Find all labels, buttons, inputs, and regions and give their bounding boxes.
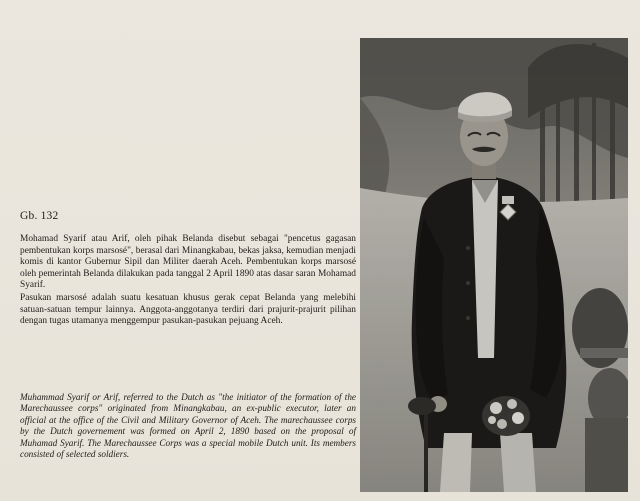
caption-indonesian-para-2: Pasukan marsosé adalah suatu kesatuan khusus gerak cepat Belanda yang melebihi satuan-satuan tempur lainnya. Anggota-anggotanya terdiri dari prajurit-prajurit pilihan dengan tugas utamanya menggempur pasukan-pasukan pejuang Aceh.	[20, 292, 356, 327]
photo-grain	[360, 38, 628, 492]
figure-label: Gb. 132	[20, 210, 59, 222]
portrait-photo	[360, 38, 628, 492]
caption-english-para-1: Muhammad Syarif or Arif, referred to the Dutch as "the initiator of the formation of the Marechaussee corps" originated from Minangkabau, an ex-public executor, later an official at the office of the Civil and Military Governor of Aceh. The marechaussee corps by the Dutch governement was formed on April 2, 1890 based on the proposal of Muhamad Syarif. The Marechaussee Corps was a special mobile Dutch unit. Its members consisted of selected soldiers.	[20, 392, 356, 460]
portrait-photo-illustration	[360, 38, 628, 492]
caption-indonesian	[20, 234, 356, 328]
caption-indonesian-para-1: Mohamad Syarif atau Arif, oleh pihak Belanda disebut sebagai "pencetus gagasan pembentukan korps marsosé", berasal dari Minangkabau, bekas jaksa, kemudian menjadi komis di kantor Gubernur Sipil dan Militer daerah Aceh. Pembentukan korps marsosé oleh pemerintah Belanda dilakukan pada tanggal 2 April 1890 atas dasar saran Mohamad Syarif.	[20, 234, 356, 291]
caption-english	[20, 392, 356, 460]
